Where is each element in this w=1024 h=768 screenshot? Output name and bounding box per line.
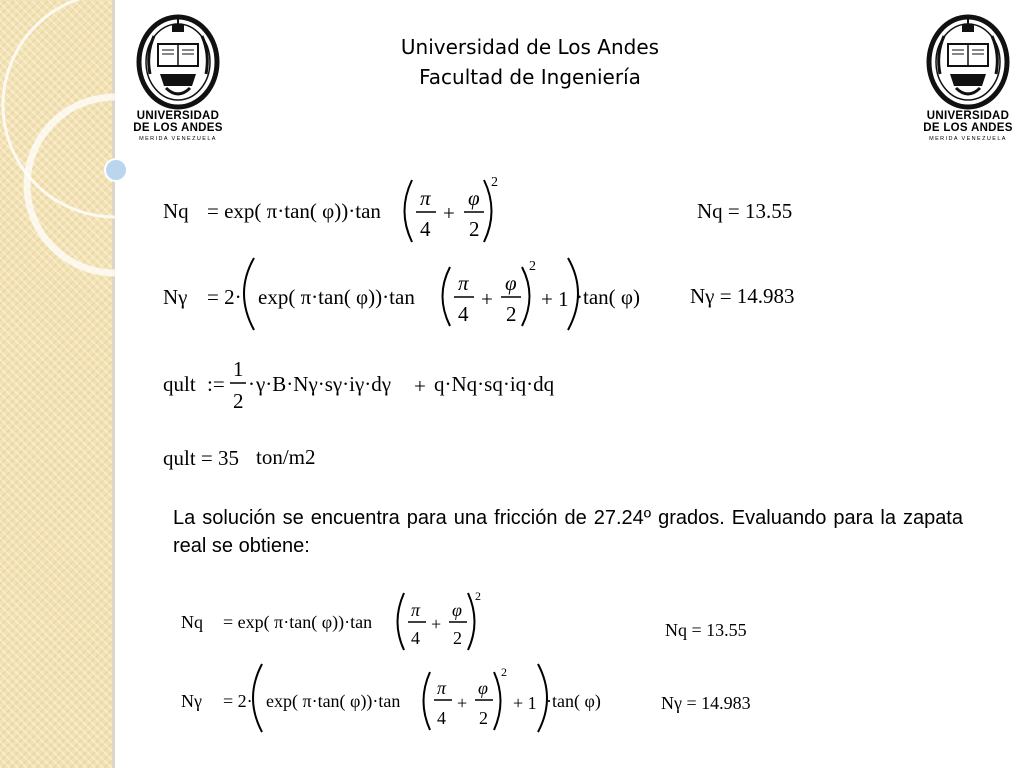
ngamma-lhs: Nγ <box>163 285 188 309</box>
svg-text:4: 4 <box>458 302 469 326</box>
svg-text:2: 2 <box>479 708 488 728</box>
svg-text:2: 2 <box>529 259 536 274</box>
svg-text:φ: φ <box>452 600 462 620</box>
svg-text:= 2·: = 2· <box>223 691 253 711</box>
svg-text:4: 4 <box>411 628 420 648</box>
qult-term-q: q·Nq·sq·iq·dq <box>434 372 555 396</box>
svg-text:2: 2 <box>491 175 498 190</box>
solution-paragraph: La solución se encuentra para una fricción de 27.24º grados. Evaluando para la zapata real se obtiene: <box>173 507 963 557</box>
ngamma-equation-real <box>181 664 601 732</box>
nq-formula: = exp( π·tan( φ))·tan <box>207 199 381 223</box>
nq-equation-real <box>181 589 481 650</box>
svg-text:2: 2 <box>469 217 480 241</box>
nq-lhs-real: Nq <box>181 612 203 632</box>
nq-equation <box>163 175 498 242</box>
logo-name-line2: DE LOS ANDES <box>923 122 1013 134</box>
svg-text:4: 4 <box>437 708 446 728</box>
svg-text:exp( π·tan( φ))·tan: exp( π·tan( φ))·tan <box>258 285 415 309</box>
qult-equation <box>163 357 555 413</box>
svg-text:·tan( φ): ·tan( φ) <box>576 285 641 309</box>
svg-text:+: + <box>457 693 468 713</box>
header-faculty: Facultad de Ingeniería <box>419 65 641 89</box>
svg-text:·: · <box>248 372 255 396</box>
qult-unit: ton/m2 <box>256 445 316 469</box>
svg-text:φ: φ <box>468 186 480 210</box>
svg-text:2: 2 <box>501 665 507 679</box>
qult-result: qult = 35 <box>163 446 240 470</box>
svg-text:+ 1: + 1 <box>541 287 569 311</box>
svg-text:2: 2 <box>475 589 481 603</box>
svg-text:= 2·: = 2· <box>207 285 242 309</box>
logo-name-line1: UNIVERSIDAD <box>926 110 1010 122</box>
svg-text::=: := <box>207 372 225 396</box>
svg-text:π: π <box>437 678 447 698</box>
svg-text:π: π <box>420 186 431 210</box>
ngamma-equation <box>163 258 640 330</box>
qult-term-gamma: γ·B·Nγ·sγ·iγ·dγ <box>256 372 392 396</box>
svg-text:φ: φ <box>505 271 517 295</box>
logo-location: MERIDA VENEZUELA <box>139 136 217 142</box>
svg-text:2: 2 <box>506 302 517 326</box>
svg-text:φ: φ <box>478 678 488 698</box>
header-university: Universidad de Los Andes <box>400 35 660 59</box>
svg-text:+: + <box>431 614 442 634</box>
logo-location: MERIDA VENEZUELA <box>929 136 1007 142</box>
svg-text:1: 1 <box>233 357 244 381</box>
svg-text:·tan( φ): ·tan( φ) <box>546 691 601 711</box>
svg-text:π: π <box>458 271 469 295</box>
svg-text:= exp( π·tan( φ))·tan: = exp( π·tan( φ))·tan <box>223 612 373 632</box>
nq-result-real: Nq = 13.55 <box>665 620 747 640</box>
svg-text:2: 2 <box>453 628 462 648</box>
svg-text:4: 4 <box>420 217 431 241</box>
svg-text:π: π <box>411 600 421 620</box>
ngamma-result: Nγ = 14.983 <box>690 284 795 308</box>
svg-text:+ 1: + 1 <box>513 693 537 713</box>
svg-text:+: + <box>414 374 426 398</box>
nq-result: Nq = 13.55 <box>697 199 793 223</box>
qult-lhs: qult <box>163 372 196 396</box>
nq-lhs: Nq <box>163 199 189 223</box>
svg-text:2: 2 <box>233 389 244 413</box>
svg-text:exp( π·tan( φ))·tan: exp( π·tan( φ))·tan <box>266 691 401 711</box>
ngamma-lhs-real: Nγ <box>181 691 202 711</box>
logo-name-line1: UNIVERSIDAD <box>136 110 220 122</box>
svg-text:+: + <box>443 201 455 225</box>
ngamma-result-real: Nγ = 14.983 <box>661 693 751 713</box>
svg-text:+: + <box>481 287 493 311</box>
logo-name-line2: DE LOS ANDES <box>133 122 223 134</box>
